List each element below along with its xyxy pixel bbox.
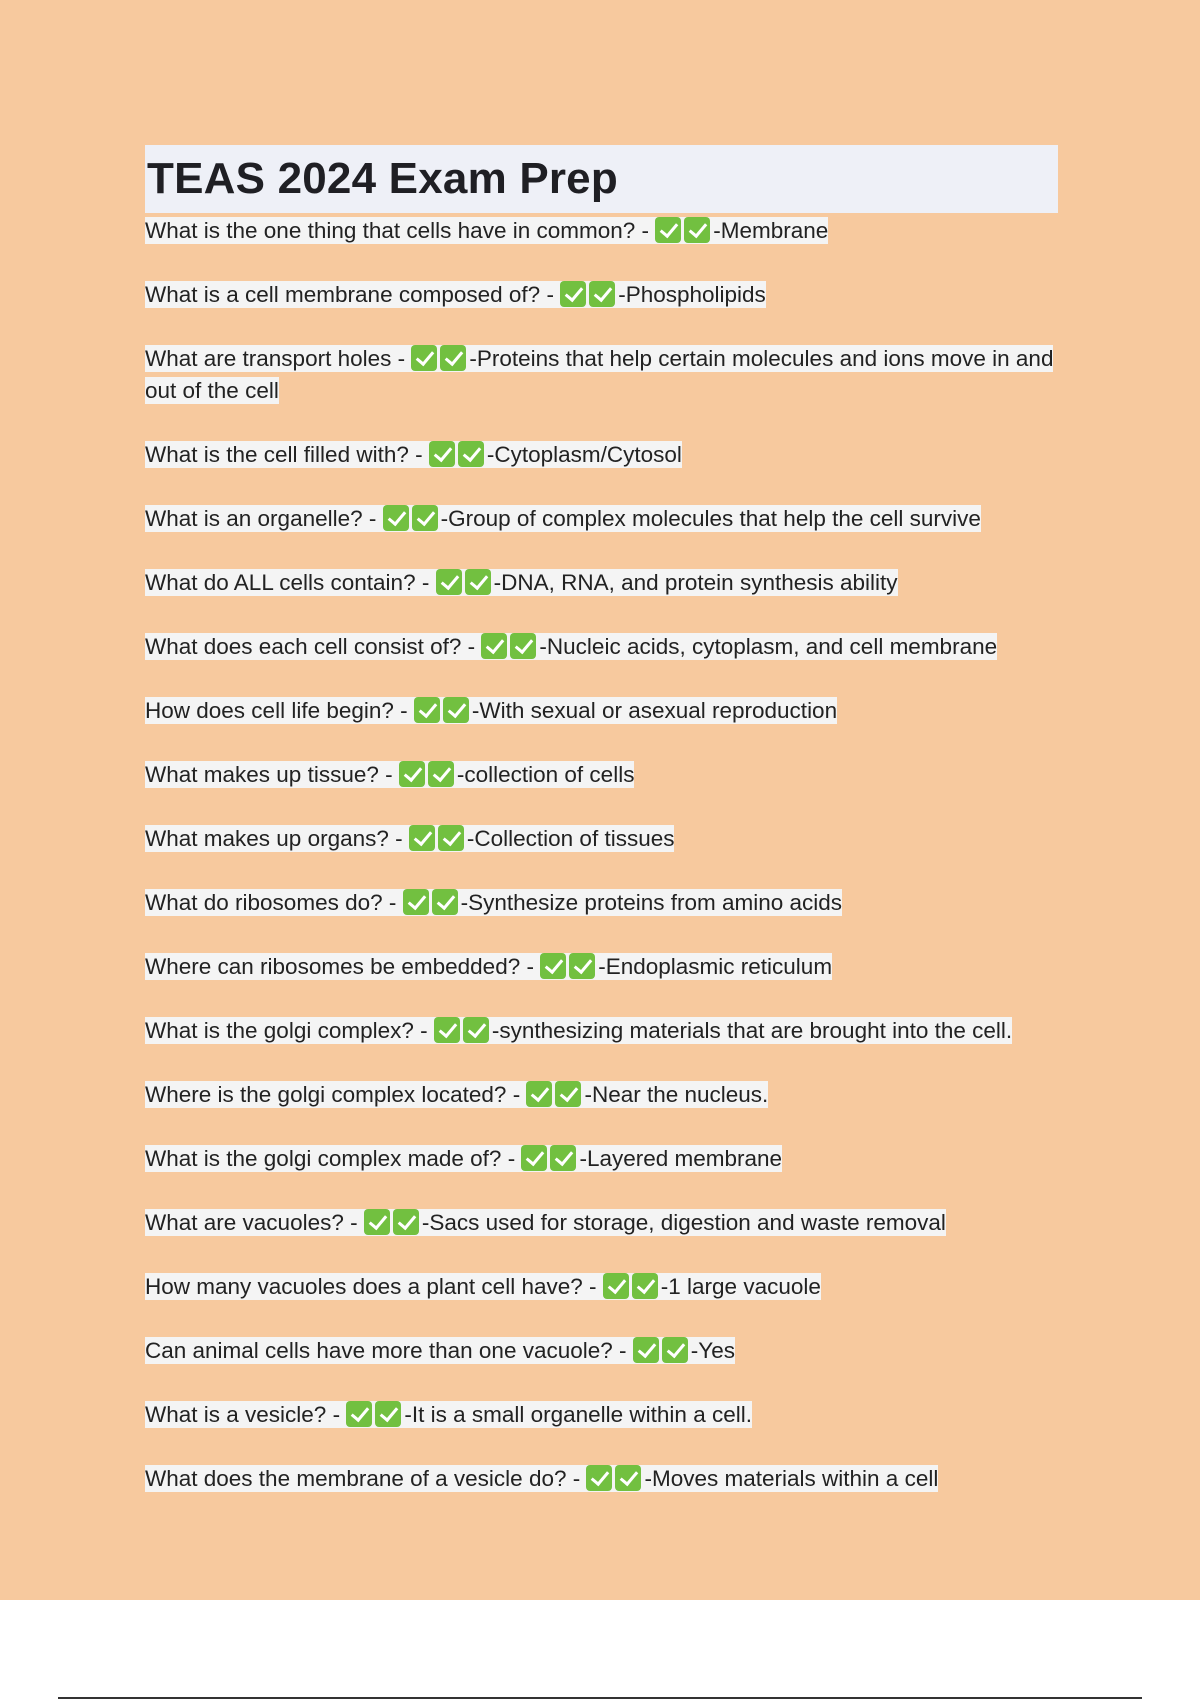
qa-line [145,1337,735,1364]
check-icon [409,825,435,851]
answer-text: Sacs used for storage, digestion and waste removal [429,1210,946,1235]
question-text: What is the golgi complex made of? [145,1146,502,1171]
check-icon [655,217,681,243]
check-icon [560,281,586,307]
check-icon [589,281,615,307]
separator: - [415,570,436,595]
qa-line [145,633,997,660]
qa-line [145,1273,821,1300]
qa-item [145,1207,1058,1239]
separator: - [326,1402,347,1427]
separator: - [393,698,414,723]
qa-line [145,217,828,244]
check-icon [526,1081,552,1107]
question-text: What does the membrane of a vesicle do? [145,1466,567,1491]
answer-prefix: - [493,570,502,595]
answer-prefix: - [618,282,626,307]
check-icon [615,1465,641,1491]
qa-item [145,343,1058,407]
separator: - [382,890,403,915]
qa-item [145,631,1058,663]
check-icon [412,505,438,531]
check-icon [586,1465,612,1491]
answer-prefix: - [440,506,449,531]
check-icon [440,345,466,371]
answer-text: Group of complex molecules that help the cell survive [448,506,981,531]
check-icon [436,569,462,595]
qa-item [145,1271,1058,1303]
qa-item [145,439,1058,471]
qa-line [145,1401,752,1428]
question-text: How many vacuoles does a plant cell have? [145,1274,583,1299]
check-icon [411,345,437,371]
answer-text: Yes [698,1338,735,1363]
check-icon [432,889,458,915]
check-icon [633,1337,659,1363]
question-text: What is the cell filled with? [145,442,409,467]
answer-prefix: - [491,1018,500,1043]
check-icon [414,697,440,723]
check-icon [434,1017,460,1043]
answer-text: Endoplasmic reticulum [605,954,833,979]
check-icon [438,825,464,851]
check-icon [383,505,409,531]
check-icon [393,1209,419,1235]
separator: - [506,1082,527,1107]
check-icon [458,441,484,467]
answer-prefix: - [456,762,465,787]
qa-line [145,1017,1012,1044]
question-text: What do ALL cells contain? [145,570,416,595]
answer-prefix: - [460,890,469,915]
qa-item [145,503,1058,535]
check-icon [364,1209,390,1235]
separator: - [635,218,656,243]
qa-line [145,889,842,916]
qa-line [145,1209,946,1236]
answer-prefix: - [404,1402,412,1427]
question-text: What is a cell membrane composed of? [145,282,541,307]
question-text: What are vacuoles? [145,1210,344,1235]
qa-line [145,1145,782,1172]
check-icon [632,1273,658,1299]
question-text: How does cell life begin? [145,698,394,723]
answer-prefix: - [466,826,475,851]
qa-item [145,1015,1058,1047]
answer-prefix: - [660,1274,669,1299]
check-icon [463,1017,489,1043]
qa-item [145,567,1058,599]
qa-line [145,697,837,724]
answer-text: 1 large vacuole [668,1274,821,1299]
answer-text: Synthesize proteins from amino acids [468,890,843,915]
qa-line [145,825,674,852]
qa-line [145,761,634,788]
check-icon [429,441,455,467]
check-icon [569,953,595,979]
question-text: What do ribosomes do? [145,890,383,915]
check-icon [550,1145,576,1171]
answer-prefix: - [713,218,721,243]
qa-item [145,1463,1058,1495]
check-icon [403,889,429,915]
check-icon [465,569,491,595]
answer-text: Nucleic acids, cytoplasm, and cell membrane [546,634,998,659]
check-icon [346,1401,372,1427]
qa-line [145,345,1053,404]
qa-line [145,953,832,980]
check-icon [481,633,507,659]
separator: - [391,346,412,371]
question-text: Where can ribosomes be embedded? [145,954,521,979]
qa-item [145,1399,1058,1431]
separator: - [520,954,541,979]
document-body [145,145,1058,1527]
answer-text: DNA, RNA, and protein synthesis ability [501,570,898,595]
answer-text: Near the nucleus. [591,1082,769,1107]
answer-text: Collection of tissues [474,826,675,851]
qa-list [145,215,1058,1495]
qa-line [145,505,981,532]
answer-text: synthesizing materials that are brought into the cell. [499,1018,1013,1043]
qa-line [145,569,898,596]
qa-line [145,1081,768,1108]
page-title: TEAS 2024 Exam Prep [147,154,618,203]
qa-item [145,951,1058,983]
qa-item [145,695,1058,727]
answer-prefix: - [539,634,547,659]
answer-text: Cytoplasm/Cytosol [494,442,682,467]
answer-text: Phospholipids [625,282,766,307]
check-icon [510,633,536,659]
separator: - [388,826,409,851]
qa-item [145,887,1058,919]
qa-item [145,1079,1058,1111]
separator: - [501,1146,522,1171]
answer-prefix: - [690,1338,699,1363]
answer-text: Layered membrane [586,1146,783,1171]
qa-line [145,1465,938,1492]
separator: - [378,762,399,787]
question-text: Where is the golgi complex located? [145,1082,507,1107]
answer-text: It is a small organelle within a cell. [411,1402,752,1427]
check-icon [443,697,469,723]
answer-text: Membrane [720,218,829,243]
answer-text: With sexual or asexual reproduction [479,698,838,723]
check-icon [662,1337,688,1363]
separator: - [408,442,429,467]
question-text: What makes up organs? [145,826,389,851]
answer-prefix: - [584,1082,592,1107]
qa-item [145,1143,1058,1175]
separator: - [540,282,561,307]
qa-item [145,823,1058,855]
question-text: Can animal cells have more than one vacuole? [145,1338,613,1363]
separator: - [612,1338,633,1363]
separator: - [582,1274,603,1299]
answer-prefix: - [598,954,606,979]
separator: - [566,1466,587,1491]
answer-prefix: - [579,1146,587,1171]
title-bar [145,145,1058,213]
separator: - [343,1210,364,1235]
answer-text: Moves materials within a cell [651,1466,939,1491]
answer-prefix: - [469,346,477,371]
separator: - [461,634,482,659]
question-text: What is a vesicle? [145,1402,327,1427]
question-text: What is an organelle? [145,506,363,531]
answer-prefix: - [644,1466,652,1491]
qa-item [145,759,1058,791]
check-icon [555,1081,581,1107]
qa-line [145,441,682,468]
answer-text: collection of cells [464,762,635,787]
answer-prefix: - [471,698,480,723]
qa-item [145,1335,1058,1367]
check-icon [540,953,566,979]
question-text: What is the golgi complex? [145,1018,414,1043]
qa-item [145,215,1058,247]
question-text: What are transport holes [145,346,392,371]
footer-divider [58,1697,1142,1699]
check-icon [603,1273,629,1299]
qa-item [145,279,1058,311]
answer-prefix: - [421,1210,430,1235]
check-icon [399,761,425,787]
qa-line [145,281,766,308]
answer-prefix: - [486,442,495,467]
separator: - [362,506,383,531]
check-icon [684,217,710,243]
question-text: What is the one thing that cells have in common? [145,218,636,243]
check-icon [428,761,454,787]
separator: - [413,1018,434,1043]
question-text: What makes up tissue? [145,762,379,787]
answer-text: Proteins that help certain molecules and ions move in and out of the cell [145,346,1054,403]
question-text: What does each cell consist of? [145,634,462,659]
check-icon [375,1401,401,1427]
check-icon [521,1145,547,1171]
